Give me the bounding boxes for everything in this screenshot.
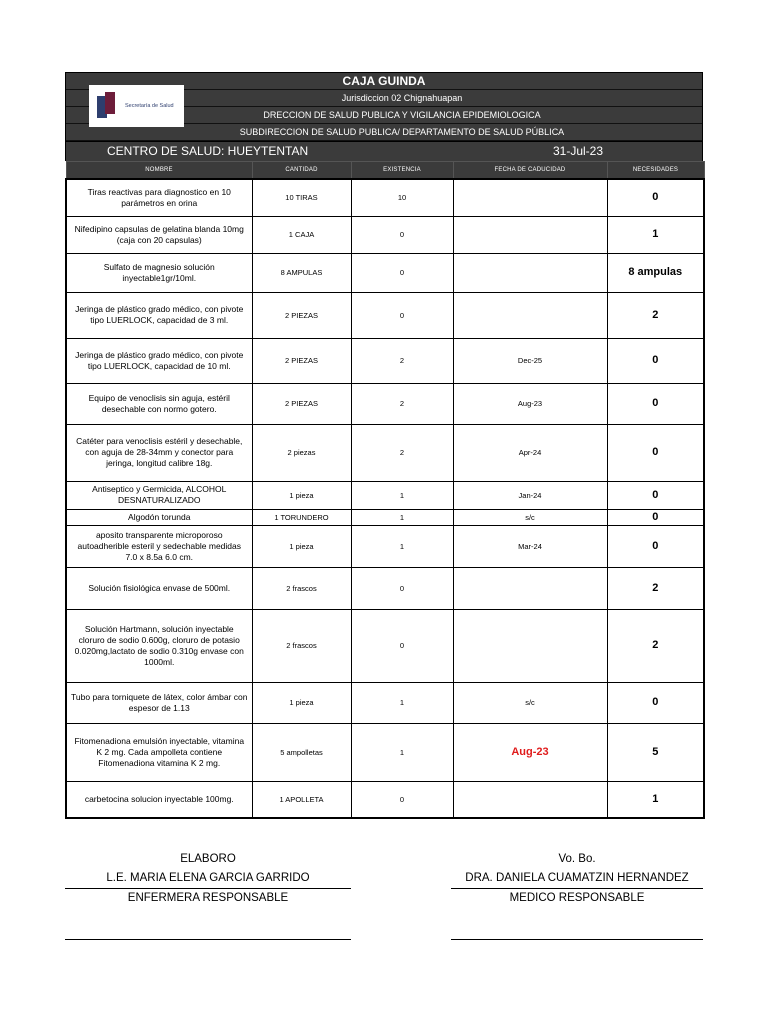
- item-stock-cell: 2: [351, 338, 453, 383]
- item-stock-cell: 2: [351, 383, 453, 424]
- table-row: [66, 338, 704, 383]
- table-row: [66, 781, 704, 818]
- supplies-table: [65, 161, 705, 819]
- item-quantity-cell: 8 AMPULAS: [252, 253, 351, 292]
- item-expiry-cell: Mar-24: [453, 525, 607, 567]
- item-expiry-cell: s/c: [453, 682, 607, 723]
- col-header-existencia: EXISTENCIA: [351, 162, 453, 180]
- col-header-necesidades: NECESIDADES: [607, 162, 704, 180]
- item-expiry-cell: Aug-23: [453, 383, 607, 424]
- item-name-cell: Antiseptico y Germicida, ALCOHOL DESNATURALIZADO: [66, 481, 252, 509]
- item-stock-cell: 1: [351, 481, 453, 509]
- health-center-name: CENTRO DE SALUD: HUEYTENTAN: [107, 144, 309, 158]
- item-name-cell: Tiras reactivas para diagnostico en 10 parámetros en orina: [66, 179, 252, 216]
- item-quantity-cell: 1 TORUNDERO: [252, 509, 351, 525]
- signature-name-left: L.E. MARIA ELENA GARCIA GARRIDO: [106, 872, 310, 884]
- item-needs-cell: 0: [607, 338, 704, 383]
- item-quantity-cell: 2 piezas: [252, 424, 351, 481]
- inventory-sheet: [65, 72, 703, 819]
- item-needs-cell: 1: [607, 216, 704, 253]
- item-stock-cell: 2: [351, 424, 453, 481]
- col-header-caducidad: FECHA DE CADUCIDAD: [453, 162, 607, 180]
- table-row: [66, 682, 704, 723]
- signature-line-left: [65, 939, 351, 940]
- item-expiry-cell: [453, 253, 607, 292]
- item-expiry-cell: [453, 292, 607, 338]
- item-quantity-cell: 1 CAJA: [252, 216, 351, 253]
- signature-block-right: [451, 850, 703, 908]
- item-needs-cell: 0: [607, 481, 704, 509]
- item-name-cell: Solución Hartmann, solución inyectable cloruro de sodio 0.600g, cloruro de potasio 0.020mg,lactato de sodio 0.310g envase con 1000ml.: [66, 609, 252, 682]
- signature-role-left: ELABORO: [180, 853, 236, 865]
- item-expiry-cell: Aug-23: [453, 723, 607, 781]
- item-quantity-cell: 2 frascos: [252, 567, 351, 609]
- item-expiry-cell: [453, 781, 607, 818]
- signature-title-left: ENFERMERA RESPONSABLE: [65, 888, 351, 908]
- table-row: [66, 723, 704, 781]
- sheet-title: CAJA GUINDA: [66, 73, 702, 90]
- item-expiry-cell: [453, 567, 607, 609]
- direction-text: DRECCION DE SALUD PUBLICA Y VIGILANCIA EPIDEMIOLOGICA: [263, 110, 541, 120]
- health-center-row: [65, 142, 703, 161]
- item-needs-cell: 0: [607, 525, 704, 567]
- item-stock-cell: 0: [351, 609, 453, 682]
- health-secretariat-logo: [89, 85, 184, 127]
- item-quantity-cell: 5 ampolletas: [252, 723, 351, 781]
- table-row: [66, 509, 704, 525]
- table-row: [66, 292, 704, 338]
- item-needs-cell: 0: [607, 424, 704, 481]
- item-expiry-cell: [453, 179, 607, 216]
- item-quantity-cell: 1 pieza: [252, 682, 351, 723]
- item-name-cell: Jeringa de plástico grado médico, con pivote tipo LUERLOCK, capacidad de 10 ml.: [66, 338, 252, 383]
- subdirection-text: SUBDIRECCION DE SALUD PUBLICA/ DEPARTAMENTO DE SALUD PÚBLICA: [239, 127, 565, 137]
- item-stock-cell: 10: [351, 179, 453, 216]
- item-expiry-cell: Apr-24: [453, 424, 607, 481]
- item-stock-cell: 1: [351, 723, 453, 781]
- item-quantity-cell: 2 PIEZAS: [252, 338, 351, 383]
- item-expiry-cell: Dec-25: [453, 338, 607, 383]
- logo-icon: [95, 92, 119, 120]
- item-quantity-cell: 2 frascos: [252, 609, 351, 682]
- item-name-cell: Nifedipino capsulas de gelatina blanda 10mg (caja con 20 capsulas): [66, 216, 252, 253]
- item-needs-cell: 0: [607, 383, 704, 424]
- table-header-row: [66, 162, 704, 180]
- item-quantity-cell: 2 PIEZAS: [252, 292, 351, 338]
- table-row: [66, 216, 704, 253]
- item-needs-cell: 2: [607, 567, 704, 609]
- item-needs-cell: 5: [607, 723, 704, 781]
- item-needs-cell: 1: [607, 781, 704, 818]
- item-needs-cell: 0: [607, 682, 704, 723]
- supplies-table-body: [66, 179, 704, 818]
- item-name-cell: Tubo para torniquete de látex, color ámbar con espesor de 1.13: [66, 682, 252, 723]
- item-name-cell: Algodón torunda: [66, 509, 252, 525]
- signature-name-right: DRA. DANIELA CUAMATZIN HERNANDEZ: [465, 872, 689, 884]
- item-expiry-cell: [453, 609, 607, 682]
- item-quantity-cell: 1 pieza: [252, 481, 351, 509]
- table-row: [66, 179, 704, 216]
- table-row: [66, 253, 704, 292]
- item-needs-cell: 0: [607, 509, 704, 525]
- item-name-cell: Sulfato de magnesio solución inyectable1gr/10ml.: [66, 253, 252, 292]
- item-needs-cell: 2: [607, 609, 704, 682]
- item-quantity-cell: 10 TIRAS: [252, 179, 351, 216]
- item-stock-cell: 0: [351, 216, 453, 253]
- item-stock-cell: 0: [351, 253, 453, 292]
- col-header-cantidad: CANTIDAD: [252, 162, 351, 180]
- header-band: [65, 72, 703, 142]
- item-expiry-cell: Jan-24: [453, 481, 607, 509]
- item-stock-cell: 0: [351, 567, 453, 609]
- table-row: [66, 481, 704, 509]
- table-row: [66, 525, 704, 567]
- item-name-cell: Solución fisiológica envase de 500ml.: [66, 567, 252, 609]
- item-quantity-cell: 2 PIEZAS: [252, 383, 351, 424]
- item-name-cell: Catéter para venoclisis estéril y desechable, con aguja de 28-34mm y conector para jeringa, longitud calibre 18g.: [66, 424, 252, 481]
- logo-text: Secretaría de Salud: [125, 103, 174, 109]
- table-row: [66, 567, 704, 609]
- signature-role-right: Vo. Bo.: [558, 853, 596, 865]
- item-quantity-cell: 1 pieza: [252, 525, 351, 567]
- table-row: [66, 383, 704, 424]
- table-row: [66, 424, 704, 481]
- item-stock-cell: 1: [351, 509, 453, 525]
- item-stock-cell: 1: [351, 682, 453, 723]
- report-date: 31-Jul-23: [553, 144, 604, 158]
- item-expiry-cell: s/c: [453, 509, 607, 525]
- item-needs-cell: 0: [607, 179, 704, 216]
- item-name-cell: Fitomenadiona emulsión inyectable, vitamina K 2 mg. Cada ampolleta contiene Fitomenadiona vitamina K 2 mg.: [66, 723, 252, 781]
- col-header-nombre: NOMBRE: [66, 162, 252, 180]
- item-needs-cell: 8 ampulas: [607, 253, 704, 292]
- signature-line-right: [451, 939, 703, 940]
- item-quantity-cell: 1 APOLLETA: [252, 781, 351, 818]
- signature-title-right: MEDICO RESPONSABLE: [451, 888, 703, 908]
- item-stock-cell: 1: [351, 525, 453, 567]
- item-stock-cell: 0: [351, 292, 453, 338]
- item-name-cell: Jeringa de plástico grado médico, con pivote tipo LUERLOCK, capacidad de 3 ml.: [66, 292, 252, 338]
- item-name-cell: Equipo de venoclisis sin aguja, estéril desechable con normo gotero.: [66, 383, 252, 424]
- item-expiry-cell: [453, 216, 607, 253]
- item-name-cell: aposito transparente microporoso autoadherible esteril y sedechable medidas 7.0 x 8.5a 6.0 cm.: [66, 525, 252, 567]
- table-row: [66, 609, 704, 682]
- item-needs-cell: 2: [607, 292, 704, 338]
- item-stock-cell: 0: [351, 781, 453, 818]
- signature-block-left: [65, 850, 351, 908]
- jurisdiction-text: Jurisdiccion 02 Chignahuapan: [341, 93, 463, 103]
- item-name-cell: carbetocina solucion inyectable 100mg.: [66, 781, 252, 818]
